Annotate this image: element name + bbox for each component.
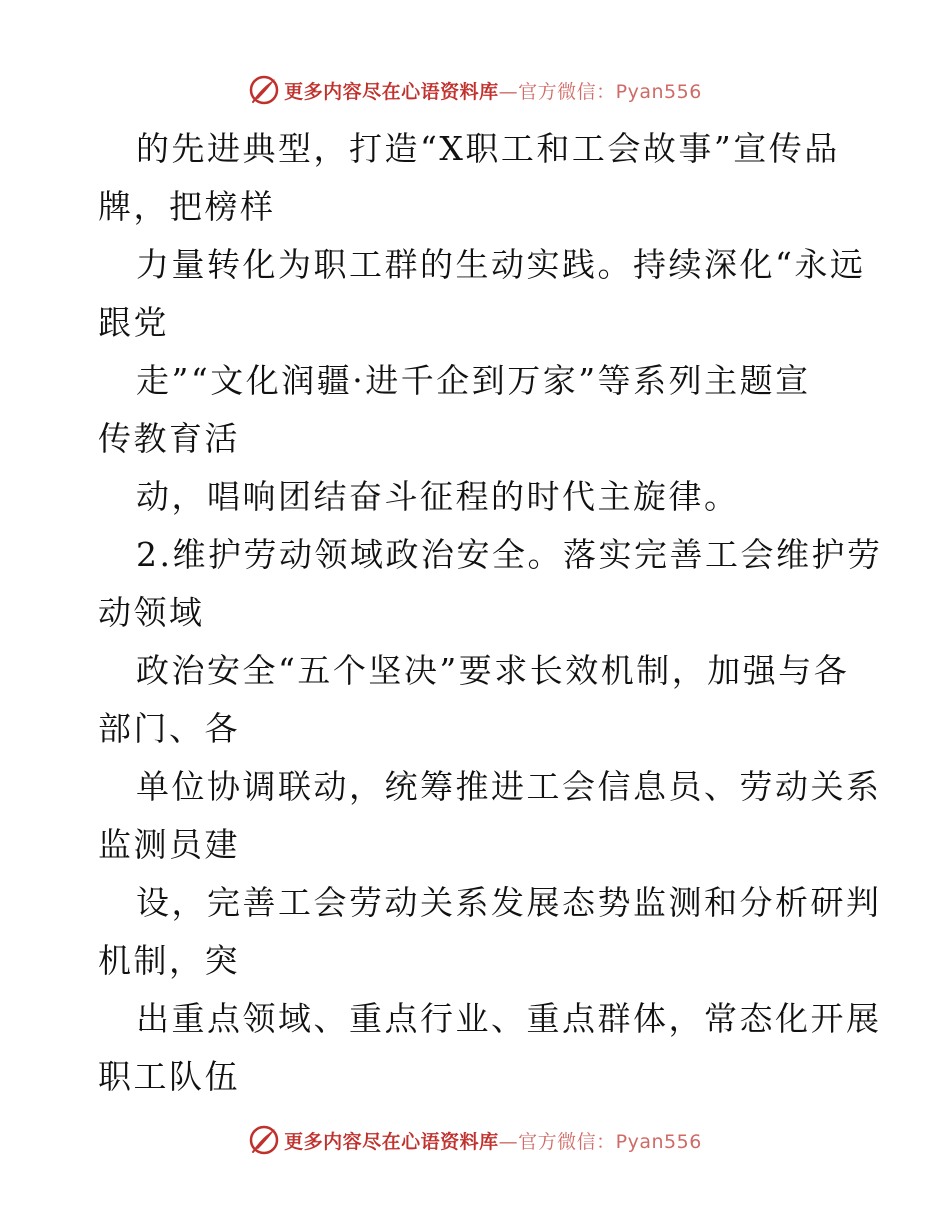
text-line: 力量转化为职工群的生动实践。持续深化“永远 (136, 245, 866, 284)
document-body (98, 120, 883, 1106)
text-line: 2.维护劳动领域政治安全。落实完善工会维护劳 (136, 535, 883, 574)
text-line: 出重点领域、重点行业、重点群体，常态化开展 (136, 999, 882, 1038)
text-line: 牌，把榜样 (98, 187, 276, 226)
text-line: 走”“文化润疆·进千企到万家”等系列主题宣 (136, 361, 811, 400)
feather-pen-logo-icon (248, 74, 280, 106)
header-brand-text: 更多内容尽在心语资料库 (284, 80, 499, 103)
header-contact-text: —官方微信：Pyan556 (498, 80, 702, 103)
text-line: 职工队伍 (98, 1057, 240, 1096)
text-line: 部门、各 (98, 709, 240, 748)
text-line: 的先进典型，打造“X职工和工会故事”宣传品 (136, 129, 840, 168)
feather-pen-logo-icon (248, 1124, 280, 1156)
text-line: 机制，突 (98, 941, 240, 980)
text-line: 单位协调联动，统筹推进工会信息员、劳动关系 (136, 767, 882, 806)
text-line: 设，完善工会劳动关系发展态势监测和分析研判 (136, 883, 882, 922)
text-line: 动领域 (98, 593, 205, 632)
footer-brand-text: 更多内容尽在心语资料库 (284, 1130, 499, 1153)
text-line: 政治安全“五个坚决”要求长效机制，加强与各 (136, 651, 850, 690)
footer-contact-text: —官方微信：Pyan556 (498, 1130, 702, 1153)
text-line: 跟党 (98, 303, 169, 342)
text-line: 监测员建 (98, 825, 240, 864)
text-line: 传教育活 (98, 419, 240, 458)
text-line: 动，唱响团结奋斗征程的时代主旋律。 (136, 477, 740, 516)
footer-banner (0, 1120, 950, 1160)
header-banner (0, 70, 950, 110)
